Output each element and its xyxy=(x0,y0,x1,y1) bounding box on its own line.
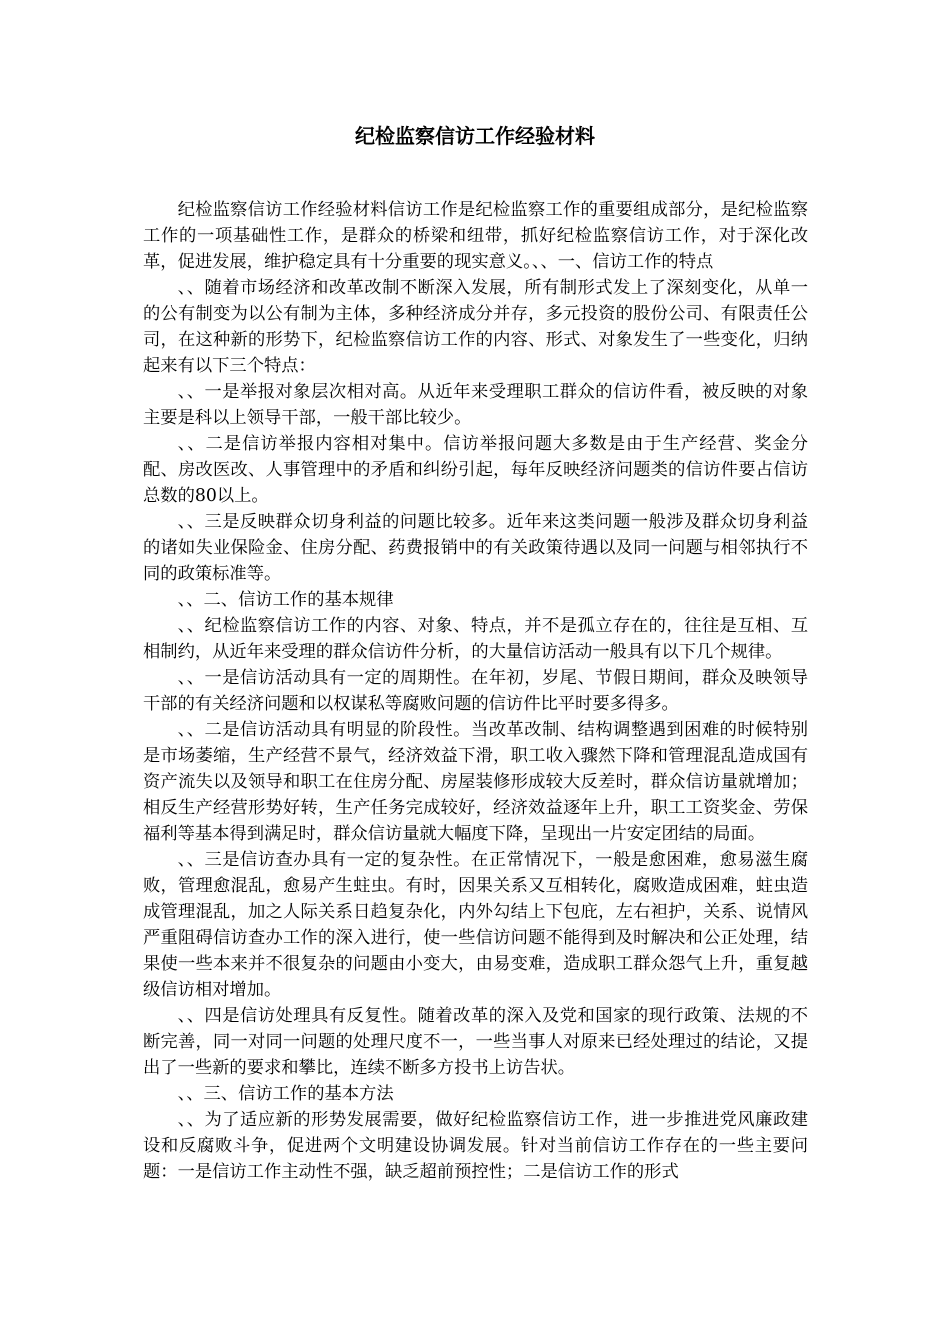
section-heading-2: 、、二、信访工作的基本规律 xyxy=(177,590,394,610)
paragraph-rule-3: 、、三是信访查办具有一定的复杂性。在正常情况下，一般是愈困难，愈易滋生腐败，管理愈混乱，愈易产生蛀虫。有时，因果关系又互相转化，腐败造成困难，蛀虫造成管理混乱，加之人际关系日趋复杂化，内外勾结上下包庇，左右袒护，关系、说情风严重阻碍信访查办工作的深入进行，使一些信访问题不能得到及时解决和公正处理，结果使一些本来并不很复杂的问题由小变大，由易变难，造成职工群众怨气上升，重复越级信访相对增加。 xyxy=(143,850,808,1000)
paragraph-characteristic-3: 、、三是反映群众切身利益的问题比较多。近年来这类问题一般涉及群众切身利益的诸如失业保险金、住房分配、药费报销中的有关政策待遇以及同一问题与相邻执行不同的政策标准等。 xyxy=(143,512,808,584)
paragraph-rule-2: 、、二是信访活动具有明显的阶段性。当改革改制、结构调整遇到困难的时候特别是市场萎缩，生产经营不景气，经济效益下滑，职工收入骤然下降和管理混乱造成国有资产流失以及领导和职工在住房分配、房屋装修形成较大反差时，群众信访量就增加；相反生产经营形势好转，生产任务完成较好，经济效益逐年上升，职工工资奖金、劳保福利等基本得到满足时，群众信访量就大幅度下降，呈现出一片安定团结的局面。 xyxy=(143,720,808,844)
paragraph-rule-4: 、、四是信访处理具有反复性。随着改革的深入及党和国家的现行政策、法规的不断完善，同一对同一问题的处理尺度不一，一些当事人对原来已经处理过的结论，又提出了一些新的要求和攀比，连续不断多方投书上访告状。 xyxy=(143,1006,808,1078)
paragraph-characteristic-2: 、、二是信访举报内容相对集中。信访举报问题大多数是由于生产经营、奖金分配、房改医改、人事管理中的矛盾和纠纷引起，每年反映经济问题类的信访件要占信访总数的80以上。 xyxy=(143,434,808,506)
paragraph-characteristics-overview: 、、随着市场经济和改革改制不断深入发展，所有制形式发上了深刻变化，从单一的公有制变为以公有制为主体，多种经济成分并存，多元投资的股份公司、有限责任公司，在这种新的形势下，纪检监察信访工作的内容、形式、对象发生了一些变化，归纳起来有以下三个特点： xyxy=(143,278,808,376)
paragraph-rule-1: 、、一是信访活动具有一定的周期性。在年初，岁尾、节假日期间，群众及映领导干部的有关经济问题和以权谋私等腐败问题的信访件比平时要多得多。 xyxy=(143,668,808,714)
document-body xyxy=(143,197,808,1185)
paragraph-methods-overview: 、、为了适应新的形势发展需要，做好纪检监察信访工作，进一步推进党风廉政建设和反腐败斗争，促进两个文明建设协调发展。针对当前信访工作存在的一些主要问题：一是信访工作主动性不强，缺乏超前预控性；二是信访工作的形式 xyxy=(143,1110,808,1182)
paragraph-intro: 纪检监察信访工作经验材料信访工作是纪检监察工作的重要组成部分，是纪检监察工作的一项基础性工作，是群众的桥梁和纽带，抓好纪检监察信访工作，对于深化改革，促进发展，维护稳定具有十分重要的现实意义。、、一、信访工作的特点 xyxy=(143,200,808,272)
section-heading-3: 、、三、信访工作的基本方法 xyxy=(177,1084,394,1104)
document-title: 纪检监察信访工作经验材料 xyxy=(355,124,595,148)
paragraph-characteristic-1: 、、一是举报对象层次相对高。从近年来受理职工群众的信访件看，被反映的对象主要是科以上领导干部，一般干部比较少。 xyxy=(143,382,808,428)
paragraph-rules-overview: 、、纪检监察信访工作的内容、对象、特点，并不是孤立存在的，往往是互相、互相制约，从近年来受理的群众信访件分析，的大量信访活动一般具有以下几个规律。 xyxy=(143,616,808,662)
